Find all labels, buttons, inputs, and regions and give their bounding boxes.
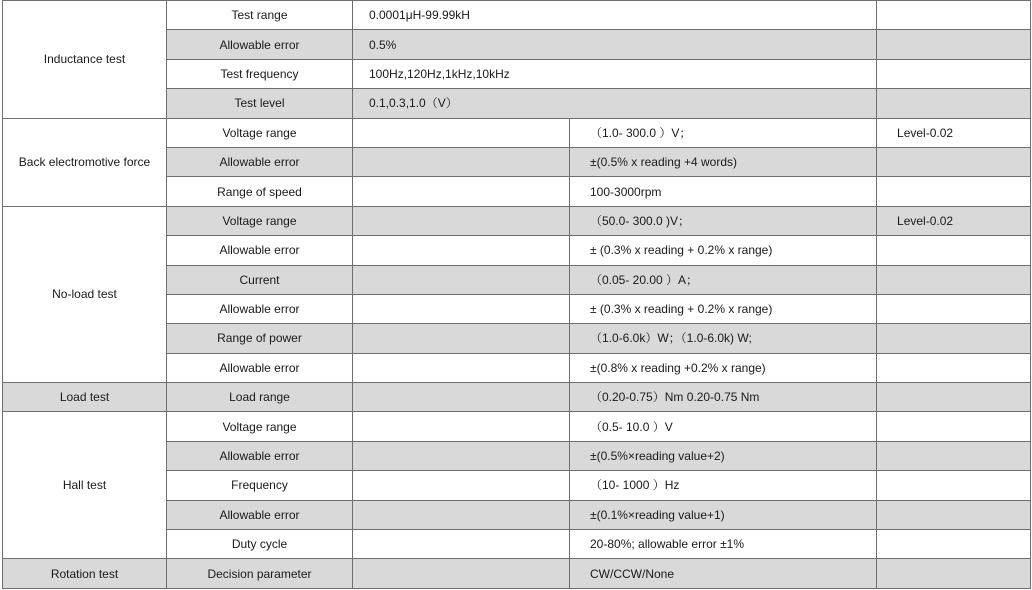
empty-cell — [353, 441, 570, 470]
param-cell: Decision parameter — [167, 559, 353, 588]
note-cell — [877, 265, 1031, 294]
value-cell: ±(0.8% x reading +0.2% x range) — [570, 353, 877, 382]
empty-cell — [353, 559, 570, 588]
param-cell: Test range — [167, 1, 353, 30]
param-cell: Allowable error — [167, 147, 353, 176]
empty-cell — [353, 412, 570, 441]
category-rotation-test: Rotation test — [3, 559, 167, 588]
empty-cell — [353, 383, 570, 412]
empty-cell — [353, 118, 570, 147]
note-cell — [877, 177, 1031, 206]
empty-cell — [353, 530, 570, 559]
empty-cell — [353, 177, 570, 206]
empty-cell — [353, 324, 570, 353]
empty-cell — [353, 500, 570, 529]
empty-cell — [353, 206, 570, 235]
note-cell — [877, 353, 1031, 382]
note-cell — [877, 147, 1031, 176]
value-cell: （1.0- 300.0 ）V； — [570, 118, 877, 147]
param-cell: Range of power — [167, 324, 353, 353]
param-cell: Allowable error — [167, 441, 353, 470]
note-cell — [877, 324, 1031, 353]
value-cell: （1.0-6.0k）W；（1.0-6.0k) W; — [570, 324, 877, 353]
value-cell: ± (0.3% x reading + 0.2% x range) — [570, 236, 877, 265]
note-cell — [877, 500, 1031, 529]
value-cell: （0.05- 20.00 ）A； — [570, 265, 877, 294]
table-row — [3, 118, 1031, 147]
category-load-test: Load test — [3, 383, 167, 412]
table-row — [3, 412, 1031, 441]
note-cell — [877, 441, 1031, 470]
table-row — [3, 383, 1031, 412]
note-cell — [877, 236, 1031, 265]
param-cell: Load range — [167, 383, 353, 412]
param-cell: Allowable error — [167, 500, 353, 529]
category-inductance-test: Inductance test — [3, 1, 167, 119]
value-cell: （50.0- 300.0 )V； — [570, 206, 877, 235]
param-cell: Test level — [167, 89, 353, 118]
param-cell: Range of speed — [167, 177, 353, 206]
note-cell: Level-0.02 — [877, 118, 1031, 147]
empty-cell — [353, 471, 570, 500]
category-no-load-test: No-load test — [3, 206, 167, 382]
value-cell: 100-3000rpm — [570, 177, 877, 206]
table-row — [3, 559, 1031, 588]
empty-cell — [353, 236, 570, 265]
value-cell: （0.5- 10.0 ）V — [570, 412, 877, 441]
note-cell — [877, 1, 1031, 30]
value-cell: CW/CCW/None — [570, 559, 877, 588]
value-cell: 0.5% — [353, 30, 877, 59]
param-cell: Voltage range — [167, 206, 353, 235]
empty-cell — [353, 353, 570, 382]
param-cell: Allowable error — [167, 236, 353, 265]
param-cell: Voltage range — [167, 118, 353, 147]
note-cell — [877, 530, 1031, 559]
category-hall-test: Hall test — [3, 412, 167, 559]
note-cell: Level-0.02 — [877, 206, 1031, 235]
param-cell: Current — [167, 265, 353, 294]
value-cell: ± (0.3% x reading + 0.2% x range) — [570, 294, 877, 323]
value-cell: ±(0.5% x reading +4 words) — [570, 147, 877, 176]
note-cell — [877, 89, 1031, 118]
category-back-emf: Back electromotive force — [3, 118, 167, 206]
param-cell: Allowable error — [167, 30, 353, 59]
param-cell: Allowable error — [167, 353, 353, 382]
note-cell — [877, 559, 1031, 588]
value-cell: 0.0001μH-99.99kH — [353, 1, 877, 30]
param-cell: Duty cycle — [167, 530, 353, 559]
empty-cell — [353, 294, 570, 323]
empty-cell — [353, 147, 570, 176]
value-cell: ±(0.1%×reading value+1) — [570, 500, 877, 529]
note-cell — [877, 59, 1031, 88]
empty-cell — [353, 265, 570, 294]
value-cell: 0.1,0.3,1.0（V） — [353, 89, 877, 118]
value-cell: 100Hz,120Hz,1kHz,10kHz — [353, 59, 877, 88]
value-cell: （0.20-0.75）Nm 0.20-0.75 Nm — [570, 383, 877, 412]
spec-table — [2, 0, 1031, 589]
param-cell: Frequency — [167, 471, 353, 500]
param-cell: Test frequency — [167, 59, 353, 88]
note-cell — [877, 471, 1031, 500]
param-cell: Voltage range — [167, 412, 353, 441]
table-row — [3, 1, 1031, 30]
param-cell: Allowable error — [167, 294, 353, 323]
value-cell: （10- 1000 ）Hz — [570, 471, 877, 500]
note-cell — [877, 412, 1031, 441]
table-row — [3, 206, 1031, 235]
note-cell — [877, 30, 1031, 59]
value-cell: ±(0.5%×reading value+2) — [570, 441, 877, 470]
note-cell — [877, 383, 1031, 412]
value-cell: 20-80%; allowable error ±1% — [570, 530, 877, 559]
note-cell — [877, 294, 1031, 323]
